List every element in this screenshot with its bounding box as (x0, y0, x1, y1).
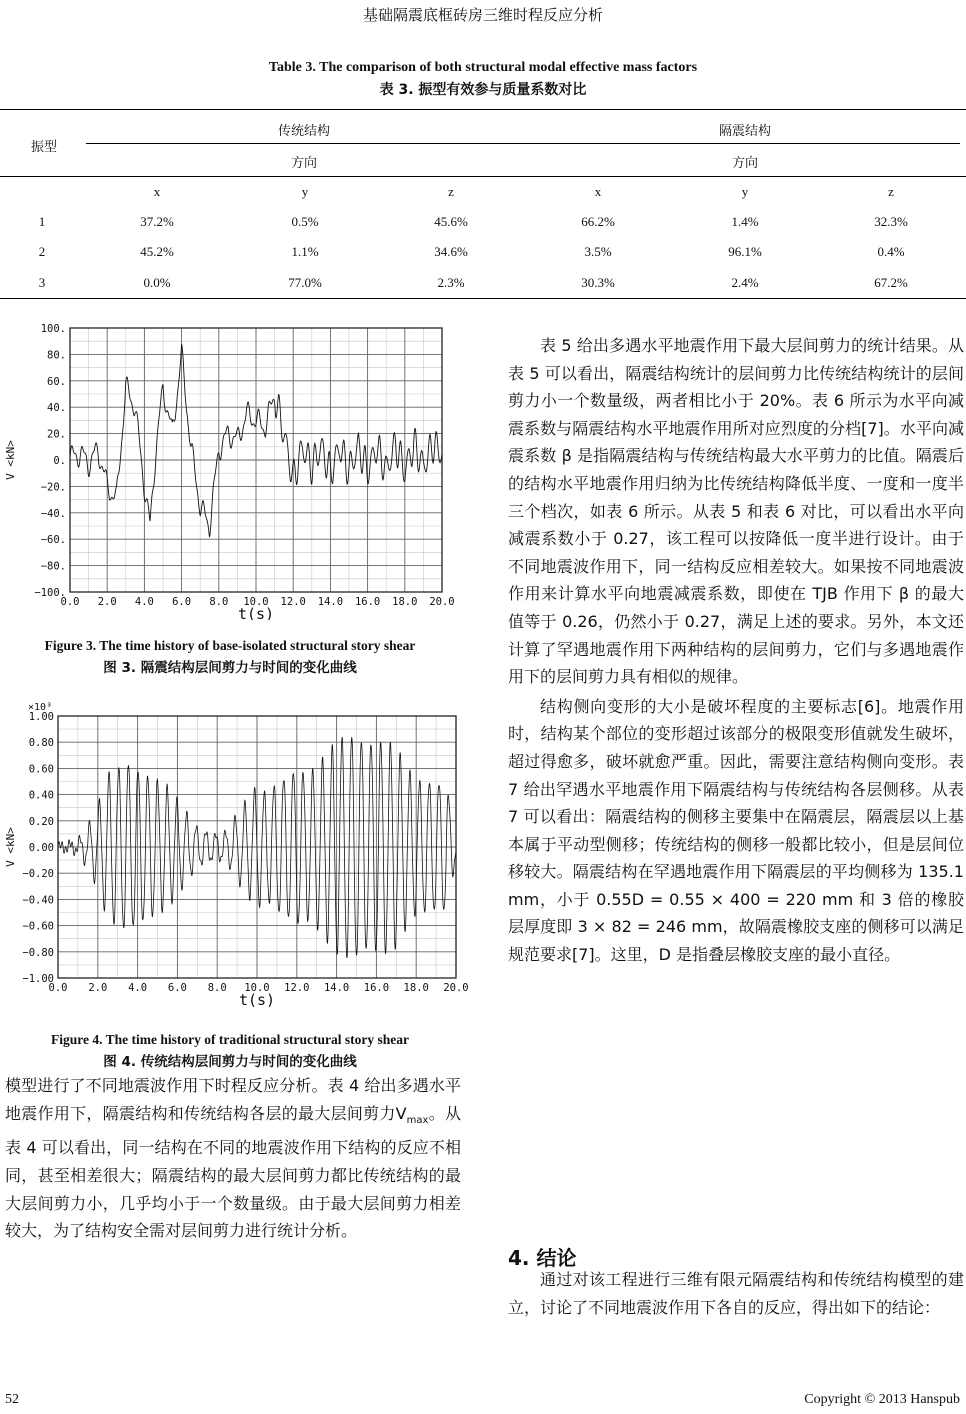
table-bottom-rule (0, 298, 966, 299)
table-cell: 77.0% (288, 275, 322, 290)
y-tick-label: 0. (53, 455, 66, 467)
table-cell: 67.2% (874, 275, 908, 290)
x-axis-label: t(s) (237, 605, 275, 620)
table-title-en: Table 3. The comparison of both structural modal effective mass factors (268, 60, 698, 75)
y-axis-label: V <kN> (4, 440, 17, 480)
right-column-text (508, 332, 964, 969)
left-paragraph: 模型进行了不同地震波作用下时程反应分析。表 4 给出多遇水平地震作用下，隔震结构和传统结构各层的最大层间剪力V (5, 1076, 461, 1123)
x-tick-label: 16.0 (363, 982, 390, 994)
table-cell: 37.2% (140, 214, 174, 229)
table-cell: 2.4% (731, 275, 759, 290)
table-axis: x (153, 184, 161, 199)
y-tick-label: 1.00 (28, 711, 54, 723)
y-tick-label: 40. (47, 402, 66, 415)
y-tick-label: 0.00 (28, 842, 54, 854)
y-tick-label: −20. (40, 481, 66, 494)
figure3-svg (0, 320, 470, 620)
table-direction-isolated: 方向 (731, 156, 758, 171)
x-tick-label: 16.0 (354, 596, 381, 608)
x-tick-label: 18.0 (392, 596, 418, 608)
table-row-mode: 3 (38, 275, 46, 290)
y-tick-label: 0.80 (28, 737, 54, 750)
table-cell: 1.4% (731, 214, 759, 229)
x-axis-label: t(s) (238, 991, 276, 1009)
x-tick-label: 12.0 (284, 982, 310, 994)
y-tick-label: 60. (47, 375, 66, 388)
table-header-mode: 振型 (30, 140, 57, 155)
figure3-plot (0, 320, 470, 620)
y-tick-label: 80. (47, 349, 66, 362)
x-tick-label: 0.0 (60, 596, 80, 608)
table-direction-traditional: 方向 (290, 156, 317, 171)
table-axis: z (888, 184, 894, 199)
table-axis: x (594, 184, 602, 199)
table-title-cn: 表 3. 振型有效参与质量系数对比 (379, 82, 587, 98)
x-tick-label: 20.0 (429, 596, 455, 608)
x-tick-label: 6.0 (172, 596, 192, 608)
figure4-plot (0, 700, 470, 1020)
y-tick-label: −80. (40, 560, 66, 573)
y-tick-label: −0.60 (22, 920, 54, 933)
y-tick-label: −1.00 (22, 973, 54, 985)
y-tick-label: −0.40 (22, 894, 54, 907)
x-tick-label: 2.0 (88, 982, 108, 994)
table-cell: 1.1% (291, 244, 319, 259)
table-cell: 45.6% (434, 214, 468, 229)
y-tick-label: 100. (40, 323, 66, 335)
right-paragraph-3: 通过对该工程进行三维有限元隔震结构和传统结构模型的建立，讨论了不同地震波作用下各自的反应，得出如下的结论： (508, 1270, 964, 1317)
vmax-subscript: max (406, 1114, 429, 1126)
left-paragraph-rest: 。从表 4 可以看出，同一结构在不同的地震波作用下结构的反应不相同，甚至相差很大；隔震结构的最大层间剪力都比传统结构的最大层间剪力小，几乎均小于一个数量级。由于最大层间剪力相差较大，为了结构安全需对层间剪力进行统计分析。 (5, 1103, 461, 1241)
x-tick-label: 6.0 (167, 982, 187, 994)
x-tick-label: 2.0 (97, 596, 117, 608)
table-cell: 34.6% (434, 244, 468, 259)
section-heading: 4. 结论 (508, 1246, 577, 1270)
figure4-svg (0, 700, 470, 1020)
y-axis-label: V <kN> (4, 827, 17, 867)
table-cell: 0.0% (143, 275, 171, 290)
table-cell: 0.5% (291, 214, 319, 229)
table-top-rule (0, 109, 966, 110)
table-row-mode: 1 (38, 214, 46, 229)
table-cell: 2.3% (437, 275, 465, 290)
x-tick-label: 10.0 (243, 596, 269, 608)
right-paragraph-1: 表 5 给出多遇水平地震作用下最大层间剪力的统计结果。从表 5 可以看出，隔震结构统计的层间剪力比传统结构统计的层间剪力小一个数量级，两者相比小于 20%。表 6 所示为水平向减震系数与隔震结构水平地震作用所对应烈度的分档[7]。水平向减震系数 β 是指隔震结构与传统结构最大水平剪力的比值。隔震后的结构水平地震作用归纳为比传统结构降低半度、一度和一度半三个档次，如表 6 所示。从表 5 和表 6 对比，可以看出水平向减震系数小于 0.27，该工程可以按降低一度半进行设计。由于不同地震波作用下，同一结构反应相差较大。如果按不同地震波作用来计算水平向地震减震系数，即使在 TJB 作用下 β 的最大值等于 0.26，仍然小于 0.27，满足上述的要求。另外，本文还计算了罕遇地震作用下两种结构的层间剪力，它们与多遇地震作用下的层间剪力具有相似的规律。 (508, 336, 964, 687)
x-tick-label: 14.0 (323, 982, 350, 994)
table-cell: 30.3% (581, 275, 615, 290)
table-cell: 3.5% (584, 244, 612, 259)
page-number: 52 (5, 1392, 19, 1407)
table-row-mode: 2 (38, 244, 46, 259)
right-column-text-end (508, 1266, 964, 1321)
figure3-caption-cn: 图 3. 隔震结构层间剪力与时间的变化曲线 (103, 660, 357, 676)
table-cell: 32.3% (874, 214, 908, 229)
x-tick-label: 20.0 (443, 982, 469, 994)
table-header-isolated: 隔震结构 (718, 124, 771, 139)
x-tick-label: 4.0 (134, 596, 154, 608)
y-tick-label: 0.60 (28, 763, 54, 776)
right-paragraph-2: 结构侧向变形的大小是破坏程度的主要标志[6]。地震作用时，结构某个部位的变形超过该部分的极限变形值就发生破坏，超过得愈多，破坏就愈严重。因此，需要注意结构侧向变形。表 7 给出罕遇水平地震作用下隔震结构与传统结构各层侧移。从表 7 可以看出：隔震结构的侧移主要集中在隔震层，隔震层以上基本属于平动型侧移；传统结构的侧移一般都比较小，但是层间位移较大。隔震结构在罕遇地震作用下隔震层的平均侧移为 135.1 mm，小于 0.55D = 0.55 × 400 = 220 mm 和 3 倍的橡胶层厚度即 3 × 82 = 246 mm，故隔震橡胶支座的侧移可以满足规范要求[7]。这里，D 是指叠层橡胶支座的最小直径。 (508, 696, 964, 965)
table-cell: 96.1% (728, 244, 762, 259)
x-tick-label: 12.0 (280, 596, 306, 608)
table-axis: y (741, 184, 749, 199)
x-tick-label: 18.0 (403, 982, 429, 994)
left-column-text (5, 1072, 461, 1245)
figure4-caption-cn: 图 4. 传统结构层间剪力与时间的变化曲线 (103, 1054, 357, 1070)
table-cell: 45.2% (140, 244, 174, 259)
y-multiplier-label: ×10³ (28, 702, 53, 713)
table-mid-rule-2 (0, 176, 966, 177)
y-tick-label: −0.80 (22, 946, 54, 959)
y-tick-label: 0.20 (28, 815, 54, 828)
y-tick-label: −40. (40, 507, 66, 520)
figure4-caption-en: Figure 4. The time history of traditional structural story shear (51, 1032, 409, 1047)
table-mid-rule-1 (86, 143, 960, 144)
y-tick-label: 0.40 (28, 789, 54, 802)
y-tick-label: 20. (47, 428, 66, 441)
running-header: 基础隔震底框砖房三维时程反应分析 (362, 6, 603, 24)
table-cell: 0.4% (877, 244, 905, 259)
y-tick-label: −0.20 (22, 868, 54, 881)
y-tick-label: −60. (40, 534, 66, 547)
y-tick-label: −100. (34, 587, 66, 599)
x-tick-label: 4.0 (128, 982, 148, 994)
x-tick-label: 10.0 (244, 982, 270, 994)
table-axis: y (301, 184, 309, 199)
table-axis: z (448, 184, 454, 199)
x-tick-label: 0.0 (48, 982, 68, 994)
x-tick-label: 8.0 (207, 982, 227, 994)
table-header-traditional: 传统结构 (277, 124, 330, 139)
figure3-caption-en: Figure 3. The time history of base-isolated structural story shear (44, 638, 416, 653)
x-tick-label: 14.0 (317, 596, 344, 608)
table-cell: 66.2% (581, 214, 615, 229)
copyright: Copyright © 2013 Hanspub (804, 1392, 960, 1407)
x-tick-label: 8.0 (209, 596, 229, 608)
